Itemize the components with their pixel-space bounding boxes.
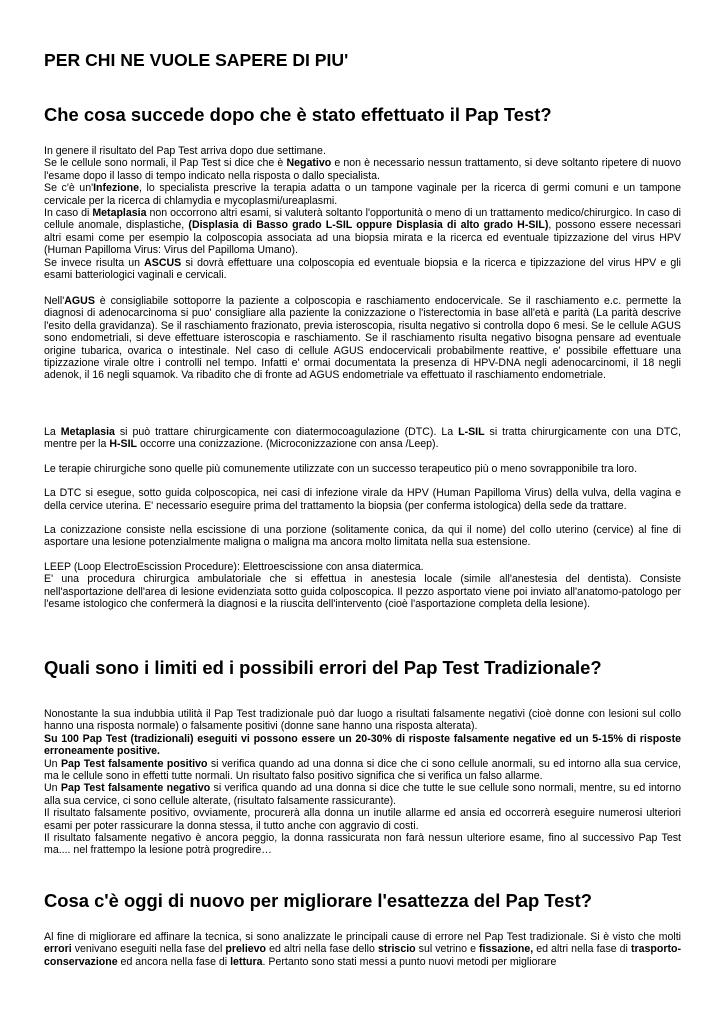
- paragraph: Nell'AGUS è consigliabile sottoporre la paziente a colposcopia e raschiamento endocervicale. Se il raschiamento e.c. permette la diagnosi di adenocarcinoma si puo' consigliare alla paziente la conizzazione o l'isterectomia in base all'età e parità (La parità descrive l'esito della gravidanza). Se il raschiamento frazionato, previa isteroscopia, risulta negativo si controlla dopo 6 mesi. Se le cellule AGUS sono endometriali, si deve effettuare isteroscopia e raschiamento. Se il raschiamento risulta negativo bisogna pensare ad eventuale origine tubarica, ovarica o intestinale. Nel caso di cellule AGUS endocervicali probabilmente reattive, e' possibile effettuare una tipizzazione virale oltre i controlli nel tempo. Infatti e' ormai documentata la presenza di HPV-DNA negli adenocarcinomi, il 18 negli adenok, il 16 negli squamok. Va ribadito che di fronte ad AGUS endometriale va effettuato il raschiamento endometriale.: [44, 295, 681, 382]
- paragraph: LEEP (Loop ElectroEscission Procedure): Elettroescissione con ansa diatermica. E' una procedura chirurgica ambulatoriale che si effettua in anestesia locale (simile all'anestesia del dentista). Consiste nell'asportazione dell'area di lesione evidenziata sotto guida colposcopica. Il pezzo asportato viene poi inviato all'anatomo-patologo per l'esame istologico che confermerà la diagnosi e la riuscita dell'intervento (cioè l'asportazione completa della lesione).: [44, 560, 681, 611]
- paragraph: In genere il risultato del Pap Test arriva dopo due settimane. Se le cellule sono normali, il Pap Test si dice che è Negativo e non è necessario nessun trattamento, si deve soltanto ripetere di nuovo l'esame dopo il lasso di tempo indicato nella risposta o dallo specialista. Se c'è un'Infezione, lo specialista prescrive la terapia adatta o un tampone vaginale per la ricerca di germi comuni e un tampone cervicale per la ricerca di chlamydia e mycoplasmi/ureaplasmi. In caso di Metaplasia non occorrono altri esami, si valuterà soltanto l'opportunità o meno di un trattamento medico/chirurgico. In caso di cellule anomale, displastiche, (Displasia di Basso grado L-SIL oppure Displasia di alto grado H-SIL), possono essere necessari altri esami come per esempio la colposcopia associata ad una biopsia mirata e la ricerca ed eventuale tipizzazione del virus HPV (Human Papilloma Virus: Virus del Papilloma Umano). Se invece risulta un ASCUS si dovrà effettuare una colposcopia ed eventuale biopsia e la ricerca e tipizzazione del virus HPV e gli esami batteriologici vaginali e cervicali.: [44, 145, 682, 282]
- section-heading: Che cosa succede dopo che è stato effettuato il Pap Test?: [44, 104, 552, 125]
- paragraph: La conizzazione consiste nella escissione di una porzione (solitamente conica, da qui il nome) del collo uterino (cervice) al fine di asportare una lesione potenzialmente maligna o maligna ma ancora molto limitata nella sua estensione.: [44, 524, 681, 549]
- paragraph: La DTC si esegue, sotto guida colposcopica, nei casi di infezione virale da HPV (Human Papilloma Virus) della vulva, della vagina e della cervice uterina. E' necessario eseguire prima del trattamento la biopsia (per conferma istologica) della sede da trattare.: [44, 487, 681, 512]
- section-treatments: [44, 426, 681, 610]
- section-heading: Cosa c'è oggi di nuovo per migliorare l'esattezza del Pap Test?: [44, 890, 592, 911]
- section-after-pap-test: [44, 104, 681, 281]
- paragraph: Al fine di migliorare ed affinare la tecnica, si sono analizzate le principali cause di errore nel Pap Test tradizionale. Si è visto che molti errori venivano eseguiti nella fase del prelievo ed altri nella fase dello striscio sul vetrino e fissazione, ed altri nella fase di trasporto-conservazione ed ancora nella fase di lettura. Pertanto sono stati messi a punto nuovi metodi per migliorare: [44, 931, 681, 968]
- paragraph: Nonostante la sua indubbia utilità il Pap Test tradizionale può dar luogo a risultati falsamente negativi (cioè donne con lesioni sul collo hanno una risposta normale) o falsamente positivi (donne sane hanno una risposta alterata). Su 100 Pap Test (tradizionali) eseguiti vi possono essere un 20-30% di risposte falsamente negative ed un 5-15% di risposte erroneamente positive. Un Pap Test falsamente positivo si verifica quando ad una donna si dice che ci sono cellule anormali, su ed intorno alla sua cervice, ma le cellule sono in effetti tutte normali. Un risultato falso positivo significa che si verifica un falso allarme. Un Pap Test falsamente negativo si verifica quando ad una donna si dice che tutte le sue cellule sono normali, mentre, su ed intorno alla sua cervice, ci sono cellule alterate, (risultato falsamente rassicurante). Il risultato falsamente positivo, ovviamente, procurerà alla donna un inutile allarme ed ansia ed occorrerà eseguire numerosi ulteriori esami per poter rassicurare la donna stessa, il tutto anche con aggravio di costi. Il risultato falsamente negativo è ancora peggio, la donna rassicurata non farà nessun ulteriore esame, fino al successivo Pap Test ma.... nel frattempo la lesione potrà progredire…: [44, 708, 681, 857]
- section-limits: [44, 657, 681, 857]
- section-news: [44, 890, 681, 968]
- page-title: PER CHI NE VUOLE SAPERE DI PIU': [44, 50, 349, 70]
- paragraph: Le terapie chirurgiche sono quelle più comunemente utilizzate con un successo terapeutico più o meno sovrapponibile tra loro.: [44, 462, 638, 475]
- section-heading: Quali sono i limiti ed i possibili errori del Pap Test Tradizionale?: [44, 657, 602, 678]
- paragraph: La Metaplasia si può trattare chirurgicamente con diatermocoagulazione (DTC). La L-SIL si tratta chirurgicamente con una DTC, mentre per la H-SIL occorre una conizzazione. (Microconizzazione con ansa /Leep).: [44, 426, 681, 451]
- section-agus: [44, 295, 681, 382]
